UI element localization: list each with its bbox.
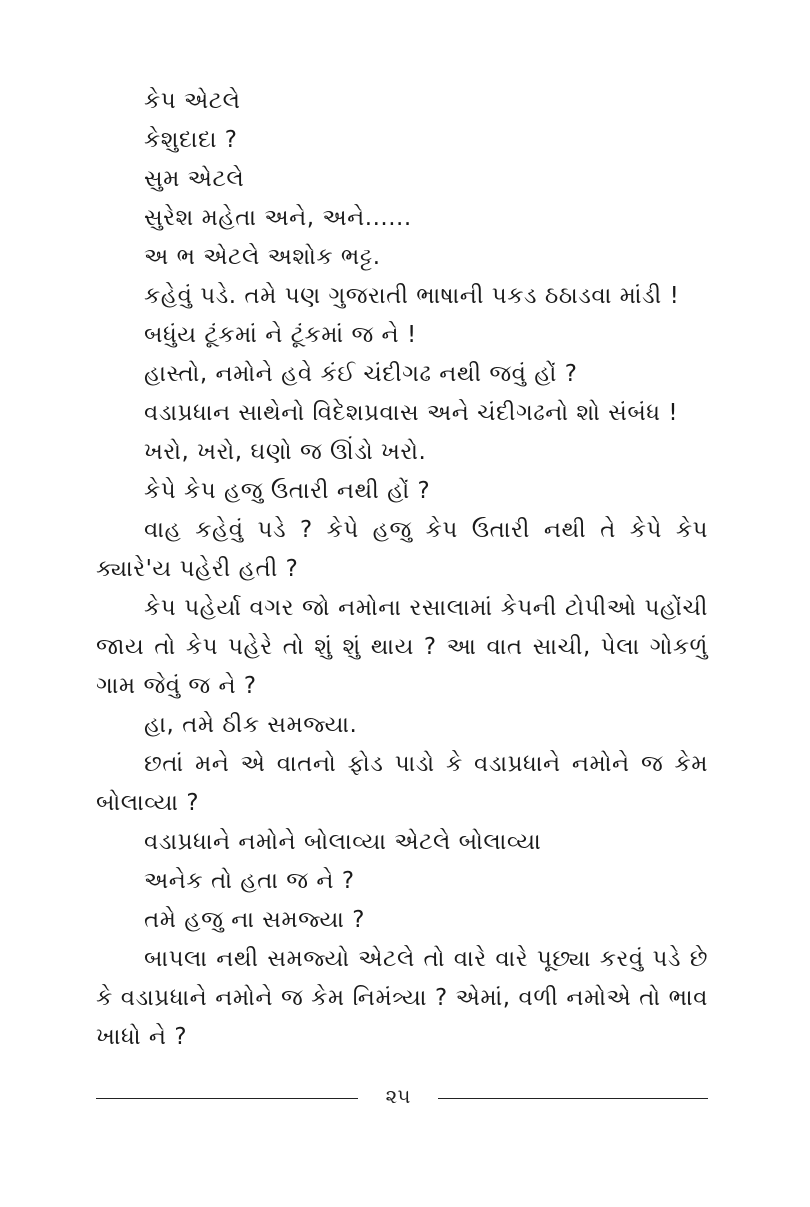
paragraph: બાપલા નથી સમજ્યો એટલે તો વારે વારે પૂછ્યા કરવું પડે છે કે વડાપ્રધાને નમોને જ કેમ નિમંત્ર્યા ? એમાં, વળી નમોએ તો ભાવ ખાધો ને ? xyxy=(96,946,708,1050)
paragraph: સુરેશ મહેતા અને, અને...... xyxy=(144,205,412,231)
paragraph: સુમ એટલે xyxy=(144,166,245,192)
paragraph: હા, તમે ઠીક સમજ્યા. xyxy=(144,712,358,738)
page-number: ૨૫ xyxy=(385,1084,411,1108)
page-footer xyxy=(96,1080,708,1110)
paragraph: તમે હજુ ના સમજ્યા ? xyxy=(144,907,365,933)
paragraph: છતાં મને એ વાતનો ફોડ પાડો કે વડાપ્રધાને નમોને જ કેમ બોલાવ્યા ? xyxy=(96,751,708,816)
paragraph: અનેક તો હતા જ ને ? xyxy=(144,868,355,894)
paragraph: કેપે કેપ હજુ ઉતારી નથી હોં ? xyxy=(144,478,431,504)
paragraph: કેપ પહેર્યા વગર જો નમોના રસાલામાં કેપની ટોપીઓ પહોંચી જાય તો કેપ પહેરે તો શું શું થાય ? આ વાત સાચી, પેલા ગોકળું ગામ જેવું જ ને ? xyxy=(96,595,708,699)
paragraph: બધુંય ટૂંકમાં ને ટૂંકમાં જ ને ! xyxy=(144,322,417,348)
paragraph: હાસ્તો, નમોને હવે કંઈ ચંદીગઢ નથી જવું હોં ? xyxy=(144,361,578,387)
paragraph: અ ભ એટલે અશોક ભટ્ટ. xyxy=(144,244,381,270)
footer-rule-right xyxy=(438,1098,708,1099)
paragraph: કેશુદાદા ? xyxy=(144,127,238,153)
paragraph: કેપ એટલે xyxy=(144,88,241,114)
paragraph: વડાપ્રધાન સાથેનો વિદેશપ્રવાસ અને ચંદીગઢનો શો સંબંધ ! xyxy=(144,400,679,426)
paragraph: વાહ કહેવું પડે ? કેપે હજુ કેપ ઉતારી નથી તે કેપે કેપ ક્યારે'ય પહેરી હતી ? xyxy=(96,517,708,582)
body-text xyxy=(96,82,708,1057)
footer-rule-left xyxy=(96,1098,358,1099)
paragraph: ખરો, ખરો, ઘણો જ ઊંડો ખરો. xyxy=(144,439,427,465)
paragraph: વડાપ્રધાને નમોને બોલાવ્યા એટલે બોલાવ્યા xyxy=(144,829,542,855)
paragraph: કહેવું પડે. તમે પણ ગુજરાતી ભાષાની પકડ ઠઠાડવા માંડી ! xyxy=(144,283,680,309)
